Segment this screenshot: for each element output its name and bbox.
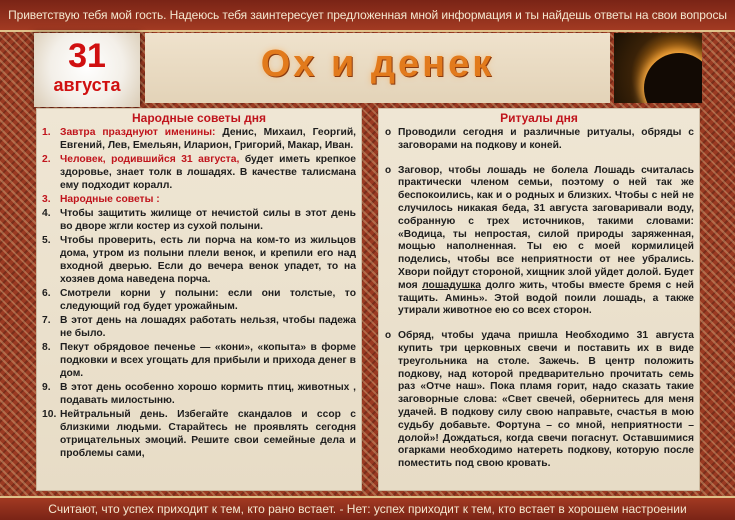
- folk-advice-list: [36, 127, 362, 460]
- ritual-text: Обряд, чтобы удача пришла Необходимо 31 августа купить три церковных свечи и поставить их в виде треугольника на столе. Зажечь. В центр положить подкову, над которой предварительно прочитать семь раз «Отче наш». Пока пламя горит, надо сказать такие заговорные слова: «Свет свечей, обернитесь для меня удачей. В подкову силу свою направьте, счастья в мою судьбу добавьте. Фортуна – со мной, неприятности – долой»! Дождаться, когда свечи погаснут. Оставшимися огарками необходимо натереть подкову, которую после поместить под свою кровать.: [398, 330, 694, 470]
- advice-text: Чтобы проверить, есть ли порча на ком-то из жильцов дома, утром из полыни плели венок, и крепили его над входной дверью. Если до вечера венок упадет, то на хозяев дома наведена порча.: [60, 235, 356, 285]
- rituals-panel: [378, 108, 700, 491]
- bullet-icon: o: [385, 127, 392, 138]
- greeting-text: Приветствую тебя мой гость. Надеюсь тебя заинтересует предложенная мной информация и ты найдешь ответы на свои вопросы: [8, 8, 727, 22]
- eclipse-disc: [644, 53, 702, 103]
- advice-text: Смотрели корни у полыни: если они толстые, то следующий год будет урожайным.: [60, 288, 356, 312]
- rituals-title: Ритуалы дня: [500, 111, 578, 125]
- advice-item: [42, 315, 356, 341]
- ritual-item: [384, 330, 694, 471]
- ritual-item: [384, 165, 694, 319]
- advice-text: Чтобы защитить жилище от нечистой силы в этот день во дворе жгли костер из сухой полыни.: [60, 208, 356, 233]
- advice-item: [42, 409, 356, 460]
- ritual-text: Заговор, чтобы лошадь не болела Лошадь считалась практически членом семьи, поэтому о ней так же беспокоились, как и о родных и близких. Чтобы с ней не случилось никакая беда, 31 августа заговаривали воду, собранную с трех источников, такими словами: «Водица, ты непростая, силой природы заряженная, мощью наполненная. Ты ею с моей кормилицей поделись, чтобы все неприятности от нее убрались. Хвори пойдут стороной, хищник злой уйдет долой. Будет моя: [398, 164, 694, 291]
- date-month: августа: [53, 75, 121, 95]
- advice-text: Денис, Михаил, Георгий, Евгений, Лев, Емельян, Иларион, Григорий, Макар, Иван.: [60, 127, 357, 151]
- date-badge: [34, 33, 140, 107]
- advice-item: [42, 194, 356, 207]
- title-panel: [145, 33, 610, 103]
- ritual-item: [384, 127, 694, 153]
- advice-item: [42, 288, 356, 314]
- advice-item: [42, 235, 356, 286]
- eclipse-image: [614, 33, 702, 103]
- advice-number: 3.: [42, 193, 51, 205]
- advice-number: 7.: [42, 315, 51, 327]
- advice-text: В этот день на лошадях работать нельзя, чтобы падежа не было.: [60, 315, 356, 339]
- bullet-icon: o: [385, 164, 392, 176]
- advice-number: 5.: [42, 235, 51, 247]
- header-strip: [0, 0, 735, 32]
- advice-number: 4.: [42, 208, 51, 220]
- advice-number: 9.: [42, 382, 51, 394]
- advice-lead: Народные советы :: [60, 193, 160, 205]
- folk-advice-title: Народные советы дня: [131, 111, 267, 125]
- ritual-text: лошадушка: [422, 279, 481, 291]
- advice-item: [42, 342, 356, 380]
- ritual-text: долго жить, чтобы вместе бремя с ней тащить. Аминь». Этой водой поили лошадь, а также утирали животное ею со всех сторон.: [398, 279, 694, 317]
- advice-lead: Завтра празднуют именины:: [60, 127, 216, 138]
- advice-text: будет иметь крепкое здоровье, знает толк в лошадях. В качестве талисмана ему подходит коралл.: [60, 154, 357, 191]
- ritual-text: Проводили сегодня и различные ритуалы, обряды с заговорами на подкову и коней.: [398, 127, 694, 151]
- advice-item: [42, 208, 356, 234]
- advice-text: Пекут обрядовое печенье — «кони», «копыта» в форме подковки и всех угощать для прибыли и прихода денег в дом.: [60, 342, 356, 379]
- folk-advice-panel: [36, 108, 362, 491]
- footer-motto: Считают, что успех приходит к тем, кто рано встает. - Нет: успех приходит к тем, кто встает в хорошем настроении: [48, 502, 687, 516]
- date-day: 31: [68, 37, 106, 75]
- advice-number: 6.: [42, 288, 51, 300]
- footer-strip: [0, 496, 735, 520]
- bullet-icon: o: [385, 330, 392, 342]
- advice-number: 10.: [42, 409, 57, 421]
- advice-lead: Человек, родившийся 31 августа,: [60, 154, 240, 166]
- page-title: Ох и денек: [260, 43, 495, 85]
- advice-number: 8.: [42, 342, 51, 354]
- advice-text: Нейтральный день. Избегайте скандалов и ссор с близкими людьми. Старайтесь не проявлять сегодня отрицательных эмоций. Решите свои семейные дела и проблемы сами,: [60, 409, 356, 459]
- advice-number: 2.: [42, 154, 51, 166]
- rituals-list: [378, 127, 700, 471]
- advice-text: В этот день особенно хорошо кормить птиц, животных , подавать милостыню.: [60, 382, 356, 406]
- advice-item: [42, 154, 356, 192]
- advice-item: [42, 382, 356, 408]
- advice-item: [42, 127, 356, 153]
- advice-number: 1.: [42, 127, 51, 138]
